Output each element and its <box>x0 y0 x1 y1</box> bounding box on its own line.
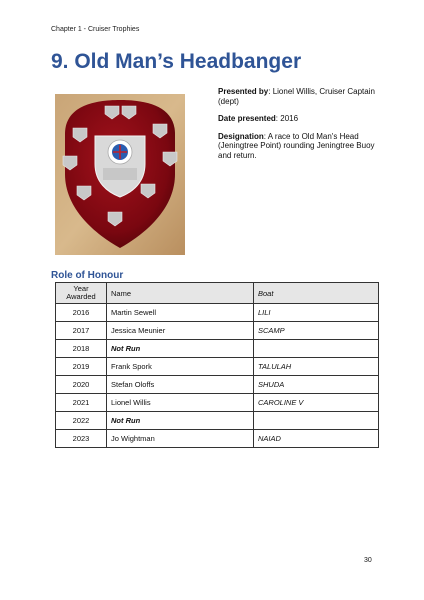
boat-cell: LILI <box>254 304 379 322</box>
boat-cell: SCAMP <box>254 322 379 340</box>
boat-cell: CAROLINE V <box>254 394 379 412</box>
trophy-photo <box>55 94 185 255</box>
name-cell: Frank Spork <box>107 358 254 376</box>
boat-cell: NAIAD <box>254 430 379 448</box>
year-cell: 2021 <box>56 394 107 412</box>
trophy-title: 9. Old Man’s Headbanger <box>51 50 302 73</box>
boat-header: Boat <box>254 283 379 304</box>
year-cell: 2019 <box>56 358 107 376</box>
boat-cell <box>254 412 379 430</box>
year-cell: 2016 <box>56 304 107 322</box>
name-cell: Martin Sewell <box>107 304 254 322</box>
name-header: Name <box>107 283 254 304</box>
table-row <box>56 412 379 430</box>
boat-cell <box>254 340 379 358</box>
name-cell: Not Run <box>107 340 254 358</box>
year-cell: 2020 <box>56 376 107 394</box>
name-cell: Jessica Meunier <box>107 322 254 340</box>
year-cell: 2018 <box>56 340 107 358</box>
table-row <box>56 376 379 394</box>
running-header: Chapter 1 - Cruiser Trophies <box>51 26 140 33</box>
table-row <box>56 340 379 358</box>
trophy-info <box>218 87 378 168</box>
boat-cell: SHUDA <box>254 376 379 394</box>
table-row <box>56 322 379 340</box>
table-row <box>56 304 379 322</box>
name-cell: Stefan Oloffs <box>107 376 254 394</box>
table-row <box>56 358 379 376</box>
year-cell: 2023 <box>56 430 107 448</box>
roll-of-honour-table <box>55 282 379 448</box>
year-cell: 2017 <box>56 322 107 340</box>
year-cell: 2022 <box>56 412 107 430</box>
table-row <box>56 430 379 448</box>
name-cell: Lionel Willis <box>107 394 254 412</box>
designation: Designation: A race to Old Man's Head (Jeningtree Point) rounding Jeningtree Buoy and return. <box>218 131 375 160</box>
date-presented: Date presented: 2016 <box>218 114 299 123</box>
table-header-row <box>56 283 379 304</box>
name-cell: Jo Wightman <box>107 430 254 448</box>
table-row <box>56 394 379 412</box>
presented-by: Presented by: Lionel Willis, Cruiser Captain (dept) <box>218 87 375 106</box>
boat-cell: TALULAH <box>254 358 379 376</box>
year-header: Year Awarded <box>56 283 107 304</box>
page-number: 30 <box>364 557 372 564</box>
roll-of-honour-heading: Role of Honour <box>51 270 124 281</box>
name-cell: Not Run <box>107 412 254 430</box>
